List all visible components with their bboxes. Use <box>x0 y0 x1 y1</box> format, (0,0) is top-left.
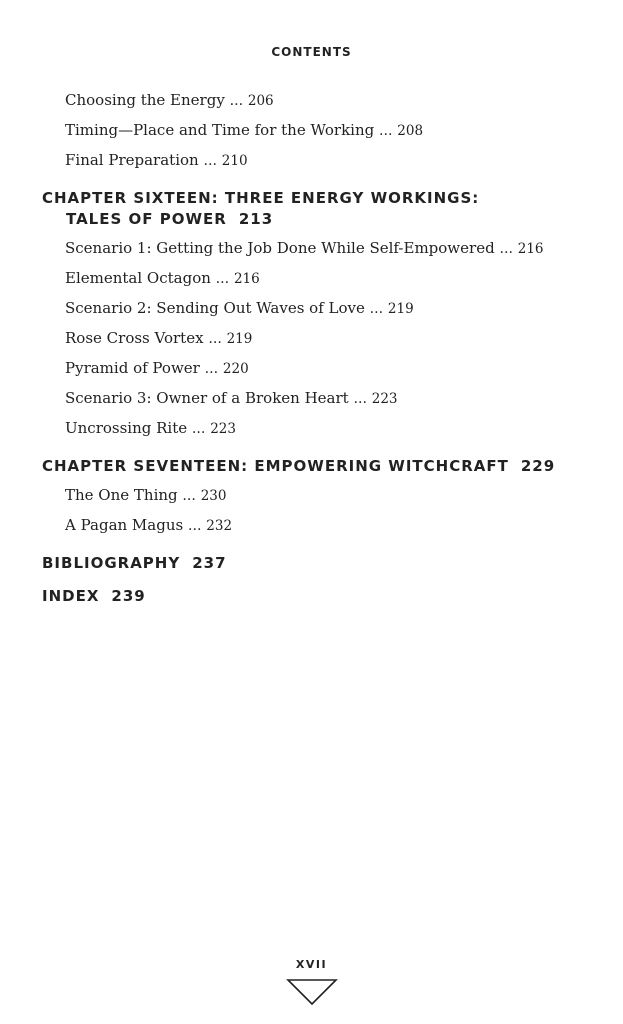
toc-leader: … <box>187 518 202 534</box>
toc-leader: … <box>203 153 217 169</box>
index-page: 239 <box>111 587 146 605</box>
toc-entry-page: 219 <box>226 331 253 347</box>
toc-entry-title: Scenario 2: Sending Out Waves of Love <box>65 299 365 317</box>
toc-leader: … <box>499 241 513 257</box>
chapter-heading-seventeen <box>42 456 602 477</box>
toc-entry-page: 210 <box>221 153 248 169</box>
toc-entry-title: Scenario 1: Getting the Job Done While Self-Empowered <box>65 239 495 257</box>
running-head: CONTENTS <box>271 45 352 59</box>
toc-entry <box>65 324 602 354</box>
toc-entry <box>65 264 602 294</box>
toc-entry <box>65 481 602 511</box>
chapter-page: 229 <box>520 457 556 475</box>
toc-entry-title: The One Thing <box>65 486 178 504</box>
toc-entry-page: 232 <box>206 518 233 534</box>
bibliography-page: 237 <box>192 554 227 572</box>
bibliography-title: BIBLIOGRAPHY <box>42 554 181 572</box>
toc-entry-page: 208 <box>397 123 424 139</box>
index-title: INDEX <box>42 587 100 605</box>
page-number: XVII <box>295 958 328 971</box>
chapter-title-line1: CHAPTER SIXTEEN: THREE ENERGY WORKINGS: <box>42 189 480 207</box>
toc-entry-page: 206 <box>247 93 274 109</box>
toc-entry-title: Scenario 3: Owner of a Broken Heart <box>65 389 349 407</box>
chapter-page: 213 <box>238 210 274 228</box>
chapter-title: CHAPTER SEVENTEEN: EMPOWERING WITCHCRAFT <box>42 457 509 475</box>
table-of-contents <box>42 86 602 607</box>
toc-entry-page: 216 <box>233 271 260 287</box>
toc-entry-page: 223 <box>371 391 398 407</box>
chapter-title-line2: TALES OF POWER <box>66 210 227 228</box>
toc-entry-title: Final Preparation <box>65 151 199 169</box>
toc-entry-page: 216 <box>517 241 544 257</box>
toc-leader: … <box>191 421 206 437</box>
toc-entry-title: Pyramid of Power <box>65 359 200 377</box>
toc-leader: … <box>353 391 367 407</box>
toc-entry <box>65 511 602 541</box>
chapter-heading-sixteen <box>42 188 602 230</box>
toc-entry <box>65 354 602 384</box>
toc-leader: … <box>369 301 384 317</box>
toc-entry-page: 230 <box>200 488 227 504</box>
toc-leader: … <box>208 331 222 347</box>
toc-leader: … <box>215 271 230 287</box>
toc-entry-title: Rose Cross Vortex <box>65 329 204 347</box>
index-heading <box>42 586 602 607</box>
toc-entry <box>65 86 602 116</box>
toc-entry <box>65 414 602 444</box>
toc-entry-title: Timing—Place and Time for the Working <box>65 121 375 139</box>
toc-leader: … <box>182 488 196 504</box>
toc-leader: … <box>204 361 219 377</box>
toc-entry <box>65 146 602 176</box>
triangle-down-icon <box>286 978 338 1011</box>
toc-entry-page: 219 <box>387 301 414 317</box>
toc-entry-page: 223 <box>210 421 236 437</box>
toc-leader: … <box>229 93 244 109</box>
toc-entry <box>65 384 602 414</box>
toc-entry-title: Uncrossing Rite <box>65 419 188 437</box>
toc-entry <box>65 234 602 264</box>
toc-entry <box>65 116 602 146</box>
toc-entry-title: Choosing the Energy <box>65 91 225 109</box>
toc-entry-title: Elemental Octagon <box>65 269 211 287</box>
toc-leader: … <box>379 123 393 139</box>
toc-entry-title: A Pagan Magus <box>65 516 184 534</box>
bibliography-heading <box>42 553 602 574</box>
toc-entry-page: 220 <box>222 361 249 377</box>
toc-entry <box>65 294 602 324</box>
